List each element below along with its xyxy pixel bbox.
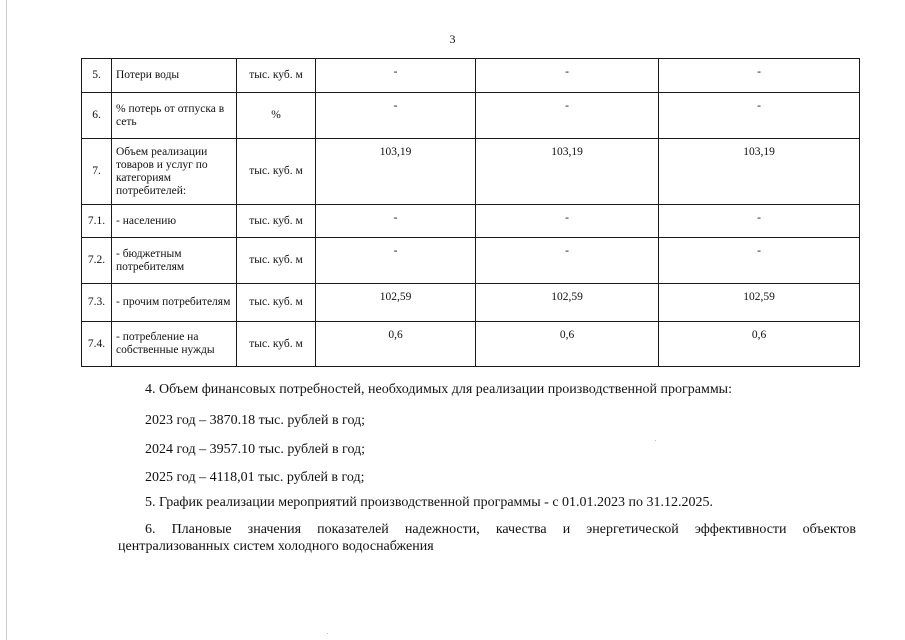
value-cell: - bbox=[659, 59, 860, 93]
indicator-name: - потребление на собственные нужды bbox=[112, 322, 237, 367]
paragraph-year-2023: 2023 год – 3870.18 тыс. рублей в год; bbox=[145, 413, 366, 428]
value-cell: - bbox=[316, 238, 476, 284]
table-row bbox=[82, 139, 860, 205]
table-row bbox=[82, 59, 860, 93]
value-cell: 0,6 bbox=[316, 322, 476, 367]
paragraph-year-2024: 2024 год – 3957.10 тыс. рублей в год; bbox=[145, 442, 366, 457]
indicator-name: % потерь от отпуска в сеть bbox=[112, 93, 237, 139]
page-left-edge bbox=[6, 0, 7, 640]
unit-cell: тыс. куб. м bbox=[237, 59, 316, 93]
value-cell: 0,6 bbox=[659, 322, 860, 367]
paragraph-financial-needs: 4. Объем финансовых потребностей, необходимых для реализации производственной программы: bbox=[145, 382, 732, 397]
indicator-name: - прочим потребителям bbox=[112, 284, 237, 322]
paragraph-year-2025: 2025 год – 4118,01 тыс. рублей в год; bbox=[145, 470, 365, 485]
unit-cell: тыс. куб. м bbox=[237, 139, 316, 205]
indicator-name: Потери воды bbox=[112, 59, 237, 93]
row-number: 7.3. bbox=[82, 284, 112, 322]
value-cell: 102,59 bbox=[659, 284, 860, 322]
row-number: 7.4. bbox=[82, 322, 112, 367]
row-number: 7.2. bbox=[82, 238, 112, 284]
unit-cell: тыс. куб. м bbox=[237, 205, 316, 238]
row-number: 6. bbox=[82, 93, 112, 139]
value-cell: - bbox=[476, 93, 659, 139]
value-cell: - bbox=[659, 93, 860, 139]
value-cell: 102,59 bbox=[316, 284, 476, 322]
row-number: 7.1. bbox=[82, 205, 112, 238]
value-cell: 103,19 bbox=[476, 139, 659, 205]
unit-cell: тыс. куб. м bbox=[237, 238, 316, 284]
row-number: 7. bbox=[82, 139, 112, 205]
unit-cell: тыс. куб. м bbox=[237, 284, 316, 322]
scan-speck bbox=[327, 633, 328, 634]
table-row bbox=[82, 284, 860, 322]
unit-cell: % bbox=[237, 93, 316, 139]
value-cell: - bbox=[659, 238, 860, 284]
table-row bbox=[82, 93, 860, 139]
table-row bbox=[82, 205, 860, 238]
table-row bbox=[82, 238, 860, 284]
indicator-name: - бюджетным потребителям bbox=[112, 238, 237, 284]
value-cell: - bbox=[476, 205, 659, 238]
indicator-name: - населению bbox=[112, 205, 237, 238]
value-cell: 103,19 bbox=[316, 139, 476, 205]
value-cell: 0,6 bbox=[476, 322, 659, 367]
table-row bbox=[82, 322, 860, 367]
page-number: 3 bbox=[449, 32, 456, 46]
scan-speck bbox=[655, 440, 656, 441]
value-cell: 103,19 bbox=[659, 139, 860, 205]
value-cell: 102,59 bbox=[476, 284, 659, 322]
value-cell: - bbox=[316, 59, 476, 93]
paragraph-target-values: 6. Плановые значения показателей надежности, качества и энергетической эффективности объектов централизованных систем холодного водоснабжения bbox=[118, 522, 856, 554]
value-cell: - bbox=[476, 238, 659, 284]
row-number: 5. bbox=[82, 59, 112, 93]
unit-cell: тыс. куб. м bbox=[237, 322, 316, 367]
indicator-name: Объем реализации товаров и услуг по категориям потребителей: bbox=[112, 139, 237, 205]
indicators-table bbox=[81, 58, 860, 367]
value-cell: - bbox=[316, 205, 476, 238]
paragraph-schedule: 5. График реализации мероприятий производственной программы - с 01.01.2023 по 31.12.2025. bbox=[145, 495, 714, 510]
value-cell: - bbox=[316, 93, 476, 139]
value-cell: - bbox=[476, 59, 659, 93]
value-cell: - bbox=[659, 205, 860, 238]
